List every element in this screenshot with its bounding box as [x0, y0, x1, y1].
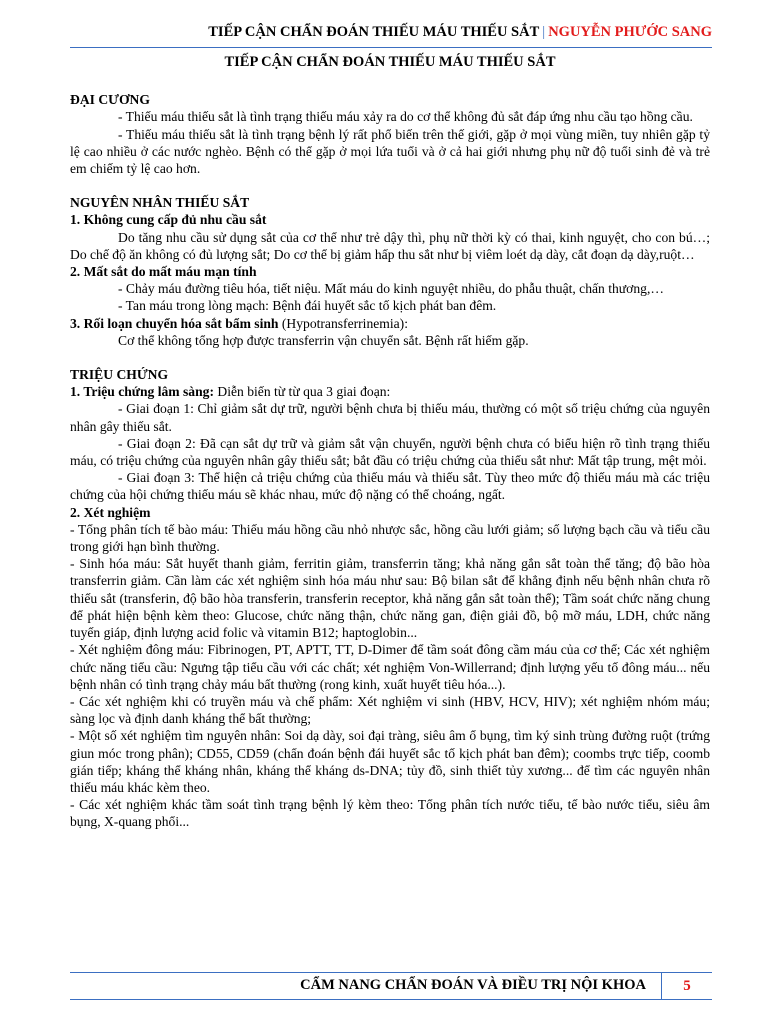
- section-heading-dai-cuong: ĐẠI CƯƠNG: [70, 92, 150, 108]
- paragraph: - Giai đoạn 3: Thể hiện cả triệu chứng của thiếu máu và thiếu sắt. Tùy theo mức độ thiếu máu mà các triệu chứng của hội chứng thiếu máu sẽ khác nhau, mức độ nặng có thể choáng, ngất.: [70, 470, 710, 503]
- paragraph: - Tan máu trong lòng mạch: Bệnh đái huyết sắc tố kịch phát ban đêm.: [118, 298, 497, 314]
- list-item: - Sinh hóa máu: Sắt huyết thanh giảm, ferritin giảm, transferrin tăng; khả năng gắn sắt toàn thể tăng; độ bão hòa transferrin giảm. Cần làm các xét nghiệm sinh hóa máu như sau: Bộ bilan sắt để khẳng định nếu bệnh nhân chưa rõ thiếu sắt (transferin, độ bão hòa transferin, transferin receptor, khả năng gắn sắt toàn thể); Tầm soát chức năng chung để phát hiện bệnh kèm theo: Glucose, chức năng thận, chức năng gan, điện giải đồ, bộ mỡ máu, LDH, chức năng tuyến giáp, định lượng acid folic và vitamin B12; haptoglobin...: [70, 556, 710, 641]
- header-separator: |: [542, 24, 546, 40]
- list-item: - Các xét nghiệm khác tầm soát tình trạng bệnh lý kèm theo: Tổng phân tích nước tiểu, tế bào nước tiểu, siêu âm bụng, X-quang phổi...: [70, 797, 710, 830]
- list-item: - Xét nghiệm đông máu: Fibrinogen, PT, APTT, TT, D-Dimer để tầm soát đông cầm máu của cơ thể; Các xét nghiệm chức năng tiểu cầu: Ngưng tập tiểu cầu với các chất; xét nghiệm Von-Willerrand; định lượng yếu tố đông máu... nếu bệnh nhân có tình trạng chảy máu bất thường (rong kinh, xuất huyết tiêu hóa...).: [70, 642, 710, 692]
- document-title: TIẾP CẬN CHẨN ĐOÁN THIẾU MÁU THIẾU SẮT: [224, 54, 556, 70]
- subsection-heading: [70, 383, 710, 400]
- subsection-heading: 2. Xét nghiệm: [70, 504, 151, 520]
- header-rule: [70, 47, 712, 48]
- paragraph: Do tăng nhu cầu sử dụng sắt của cơ thể như trẻ dậy thì, phụ nữ thời kỳ có thai, kinh nguyệt, cho con bú…; Do chế độ ăn không có đủ lượng sắt; Do cơ thể bị giảm hấp thu sắt như bị viêm loét dạ dày, cắt đoạn dạ dày,ruột…: [70, 229, 710, 262]
- subsection-title-note: (Hypotransferrinemia):: [278, 315, 408, 331]
- paragraph: - Giai đoạn 2: Đã cạn sắt dự trữ và giảm sắt vận chuyển, người bệnh chưa có biểu hiện rõ tình trạng thiếu máu, có triệu chứng của nguyên nhân gây thiếu sắt; bắt đầu có triệu chứng của thiếu sắt như: Mất tập trung, mệt mỏi.: [70, 435, 710, 469]
- list-item: - Các xét nghiệm khi có truyền máu và chế phẩm: Xét nghiệm vi sinh (HBV, HCV, HIV); xét nghiệm nhóm máu; sàng lọc và định danh kháng thể bất thường;: [70, 693, 710, 727]
- document-body: [70, 52, 710, 831]
- paragraph: - Giai đoạn 1: Chỉ giảm sắt dự trữ, người bệnh chưa bị thiếu máu, thường có một số triệu chứng của nguyên nhân gây thiếu sắt.: [70, 401, 710, 434]
- list-item: - Một số xét nghiệm tìm nguyên nhân: Soi dạ dày, soi đại tràng, siêu âm ổ bụng, tìm ký sinh trùng đường ruột (trứng giun móc trong phân); CD55, CD59 (chẩn đoán bệnh đái huyết sắc tố kịch phát ban đêm); coombs trực tiếp, coomb gián tiếp; kháng thể kháng nhân, kháng thể kháng ds-DNA; tủy đồ, sinh thiết tủy xương... để tìm các nguyên nhân thiếu máu khác kèm theo.: [70, 728, 710, 795]
- paragraph: - Thiếu máu thiếu sắt là tình trạng thiếu máu xảy ra do cơ thể không đủ sắt đáp ứng nhu cầu tạo hồng cầu.: [118, 109, 693, 125]
- list-item: - Tổng phân tích tế bào máu: Thiếu máu hồng cầu nhỏ nhược sắc, hồng cầu lưới giảm; số lượng bạch cầu và tiểu cầu trong giới hạn bình thường.: [70, 521, 710, 555]
- section-heading-trieu-chung: TRIỆU CHỨNG: [70, 367, 169, 383]
- subsection-title: 1. Triệu chứng lâm sàng:: [70, 384, 214, 400]
- subsection-heading: 2. Mất sắt do mất máu mạn tính: [70, 264, 257, 280]
- subsection-heading: 1. Không cung cấp đủ nhu cầu sắt: [70, 212, 267, 228]
- subsection-heading: [70, 315, 710, 332]
- paragraph: Cơ thể không tổng hợp được transferrin vận chuyển sắt. Bệnh rất hiếm gặp.: [118, 332, 529, 348]
- header-author: NGUYỄN PHƯỚC SANG: [548, 24, 712, 40]
- paragraph: - Thiếu máu thiếu sắt là tình trạng bệnh lý rất phổ biến trên thế giới, gặp ở mọi vùng miền, tuy nhiên gặp tỷ lệ cao nhiều ở các nước nghèo. Bệnh có thể gặp ở mọi lứa tuổi và ở cả hai giới nhưng phụ nữ độ tuổi sinh đẻ và trẻ em chiếm tỷ lệ cao hơn.: [70, 126, 710, 177]
- footer-title: CẨM NANG CHẨN ĐOÁN VÀ ĐIỀU TRỊ NỘI KHOA: [300, 977, 646, 993]
- page-number: 5: [661, 973, 712, 999]
- subsection-title-note: Diễn biến từ từ qua 3 giai đoạn:: [213, 384, 391, 400]
- subsection-title: 3. Rối loạn chuyển hóa sắt bẩm sinh: [70, 315, 279, 331]
- header-title: TIẾP CẬN CHẨN ĐOÁN THIẾU MÁU THIẾU SẮT: [208, 24, 540, 40]
- paragraph: - Chảy máu đường tiêu hóa, tiết niệu. Mất máu do kinh nguyệt nhiều, do phẫu thuật, chấn thương,…: [118, 281, 664, 297]
- running-footer: [70, 972, 712, 1000]
- section-heading-nguyen-nhan: NGUYÊN NHÂN THIẾU SẮT: [70, 195, 250, 211]
